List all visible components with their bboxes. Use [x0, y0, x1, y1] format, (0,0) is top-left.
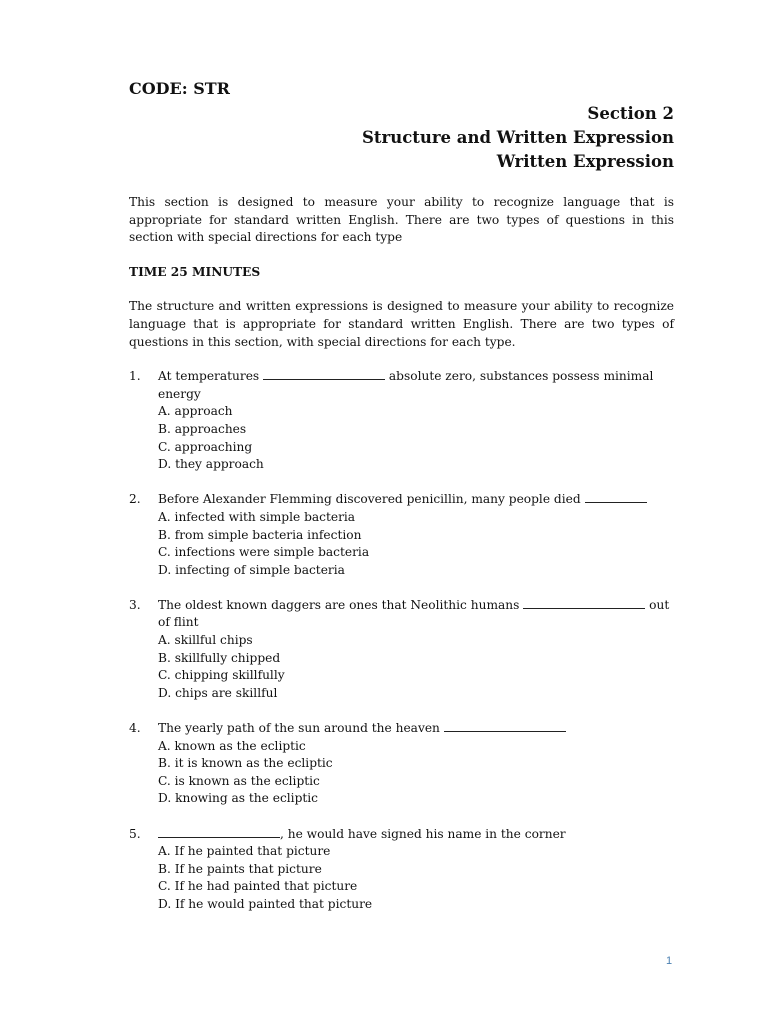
- answer-option: D. knowing as the ecliptic: [158, 791, 318, 806]
- section-title: Structure and Written Expression: [361, 128, 674, 147]
- answer-option: D. chips are skillful: [158, 685, 278, 700]
- code-label: CODE: STR: [129, 79, 230, 98]
- time-limit: TIME 25 MINUTES: [129, 264, 261, 279]
- answer-option: A. approach: [158, 404, 233, 419]
- document-page: [129, 78, 674, 931]
- question-number: 4.: [129, 721, 141, 736]
- stem-text-before: At temperatures: [158, 369, 264, 384]
- answer-option: D. infecting of simple bacteria: [158, 562, 345, 577]
- directions-paragraph: The structure and written expressions is designed to measure your ability to recognize language that is appropriate for standard written English. There are two types of questions in this section, with special directions for each type.: [129, 299, 674, 349]
- answer-option: C. If he had painted that picture: [158, 879, 358, 894]
- page-number: 1: [666, 955, 673, 967]
- question-stem: [158, 368, 674, 403]
- question-stem: [158, 597, 674, 632]
- answer-blank: [523, 598, 645, 609]
- question-stem: [158, 720, 674, 738]
- answer-option: B. approaches: [158, 421, 247, 436]
- section-heading: [129, 102, 674, 174]
- answer-option: B. from simple bacteria infection: [158, 527, 362, 542]
- answer-option: A. If he painted that picture: [158, 844, 331, 859]
- answer-option: A. skillful chips: [158, 633, 253, 648]
- stem-text-before: The oldest known daggers are ones that Neolithic humans: [158, 597, 524, 612]
- answer-option: B. it is known as the ecliptic: [158, 756, 333, 771]
- answer-option: D. they approach: [158, 457, 264, 472]
- question-list: [129, 368, 674, 913]
- intro-paragraph: This section is designed to measure your ability to recognize language that is appropriate for standard written English. There are two types of questions in this section with special directions for each type: [129, 195, 674, 245]
- question-item: [129, 491, 674, 579]
- answer-option: C. infections were simple bacteria: [158, 545, 370, 560]
- question-number: 5.: [129, 826, 141, 841]
- question-stem: [158, 491, 674, 509]
- answer-option: A. known as the ecliptic: [158, 738, 306, 753]
- section-number: Section 2: [587, 104, 674, 123]
- answer-option: B. skillfully chipped: [158, 650, 281, 665]
- answer-option: A. infected with simple bacteria: [158, 509, 356, 524]
- question-number: 3.: [129, 597, 141, 612]
- stem-text-after: out of flint: [158, 597, 670, 630]
- stem-text-before: The yearly path of the sun around the heaven: [158, 721, 444, 736]
- answer-blank: [263, 369, 385, 380]
- question-number: 2.: [129, 492, 141, 507]
- answer-option: C. approaching: [158, 439, 253, 454]
- question-item: [129, 826, 674, 914]
- answer-option: C. chipping skillfully: [158, 668, 285, 683]
- answer-option: C. is known as the ecliptic: [158, 773, 320, 788]
- answer-blank: [158, 827, 280, 838]
- stem-text-after: , he would have signed his name in the corner: [280, 826, 566, 841]
- question-item: [129, 597, 674, 703]
- answer-blank: [444, 721, 566, 732]
- stem-text-before: Before Alexander Flemming discovered penicillin, many people died: [158, 492, 585, 507]
- question-item: [129, 368, 674, 474]
- question-item: [129, 720, 674, 808]
- stem-text-after: absolute zero, substances possess minimal energy: [158, 369, 654, 401]
- answer-option: D. If he would painted that picture: [158, 896, 373, 911]
- answer-blank: [585, 492, 647, 503]
- section-subtitle: Written Expression: [496, 152, 674, 171]
- question-number: 1.: [129, 369, 141, 384]
- answer-option: B. If he paints that picture: [158, 861, 322, 876]
- question-stem: [158, 826, 674, 844]
